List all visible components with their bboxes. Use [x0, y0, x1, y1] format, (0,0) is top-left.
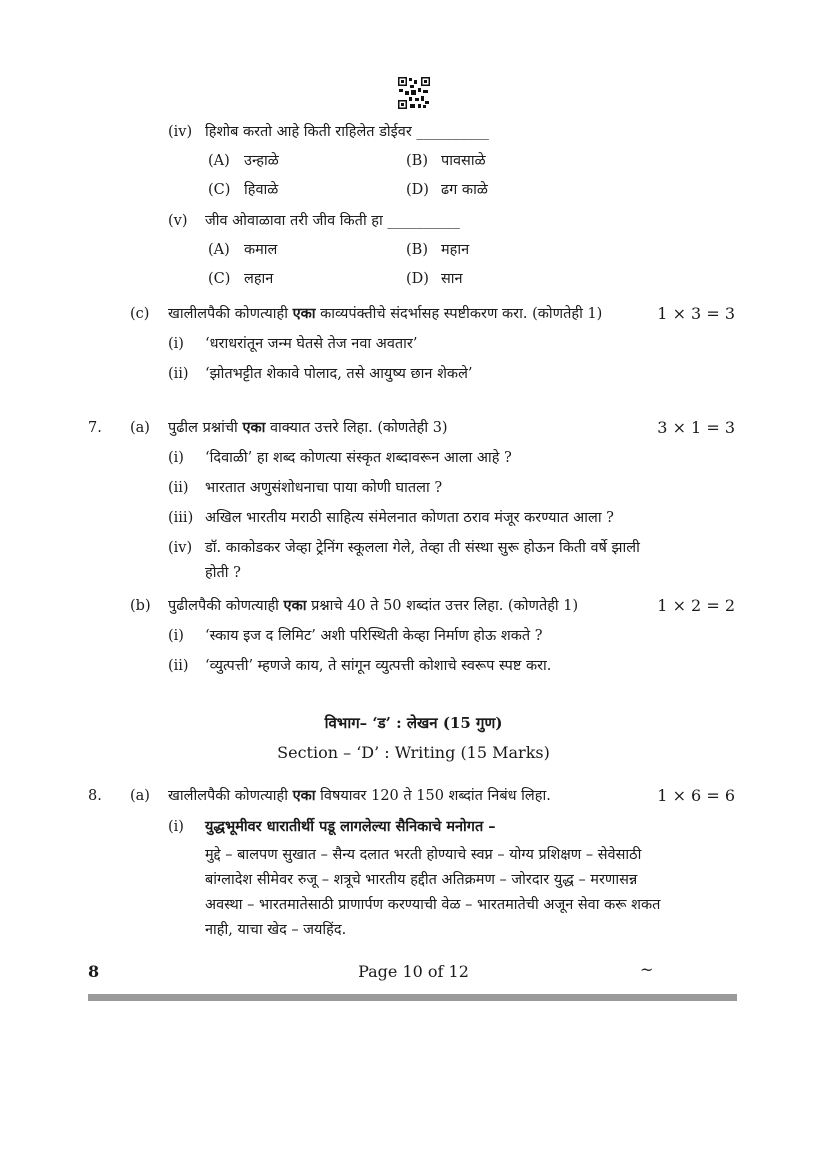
option-text: ढग काळे — [441, 182, 488, 198]
question-number: (ii) — [168, 480, 189, 496]
question-text: ‘दिवाळी’ हा शब्द कोणत्या संस्कृत शब्दावरून आला आहे ? — [205, 450, 512, 466]
option-label: (D) — [406, 271, 429, 287]
emphasis-text: एका — [292, 787, 316, 804]
question-text: ‘झोतभट्टीत शेकावे पोलाद, तसे आयुष्य छान शेकले’ — [205, 366, 473, 382]
instruction-text: प्रश्नाचे 40 ते 50 शब्दांत उत्तर लिहा. (कोणतेही 1) — [306, 598, 579, 614]
instruction-text: विषयावर 120 ते 150 शब्दांत निबंध लिहा. — [315, 788, 551, 804]
instruction-text: खालीलपैकी कोणत्याही — [168, 788, 293, 804]
footer-rule — [88, 994, 737, 1001]
marks: 1 × 6 = 6 — [657, 786, 735, 805]
subquestion-label: (a) — [130, 420, 150, 436]
essay-points-line: मुद्दे – बालपण सुखात – सैन्य दलात भरती होण्याचे स्वप्न – योग्य प्रशिक्षण – सेवेसाठी — [205, 847, 642, 863]
subquestion-label: (c) — [130, 306, 150, 322]
question-number: (i) — [168, 450, 184, 466]
instruction-text: काव्यपंक्तीचे संदर्भासह स्पष्टीकरण करा. (कोणतेही 1) — [315, 306, 603, 322]
option-text: पावसाळे — [441, 153, 486, 169]
emphasis-text: एका — [242, 419, 266, 436]
marks: 1 × 2 = 2 — [657, 596, 735, 615]
instruction-text: पुढील प्रश्नांची — [168, 420, 243, 436]
question-number: (ii) — [168, 658, 189, 674]
option-label: (A) — [208, 242, 230, 258]
marks: 1 × 3 = 3 — [657, 304, 735, 323]
question-number: (iv) — [168, 124, 193, 140]
option-label: (C) — [208, 271, 231, 287]
instruction-text: वाक्यात उत्तरे लिहा. (कोणतेही 3) — [265, 420, 448, 436]
option-label: (B) — [406, 153, 428, 169]
essay-points-line: नाही, याचा खेद – जयहिंद. — [205, 922, 347, 938]
question-instruction — [168, 786, 551, 806]
option-text: कमाल — [244, 242, 278, 258]
option-text: उन्हाळे — [244, 153, 279, 169]
subquestion-label: (b) — [130, 598, 151, 614]
section-heading-english: Section – ‘D’ : Writing (15 Marks) — [277, 743, 550, 762]
question-text: हिशोब करतो आहे किती राहिलेत डोईवर __________ — [205, 124, 489, 140]
option-label: (B) — [406, 242, 428, 258]
footer-code: 8 — [88, 962, 100, 981]
section-heading-marathi: विभाग– ‘ड’ : लेखन (15 गुण) — [324, 714, 503, 732]
question-main-number: 7. — [88, 420, 102, 436]
question-instruction — [168, 418, 448, 438]
question-text: भारतात अणुसंशोधनाचा पाया कोणी घातला ? — [205, 480, 443, 496]
instruction-text: पुढीलपैकी कोणत्याही — [168, 598, 284, 614]
option-label: (C) — [208, 182, 231, 198]
marks: 3 × 1 = 3 — [657, 418, 735, 437]
essay-points-line: अवस्था – भारतमातेसाठी प्राणार्पण करण्याची वेळ – भारतमातेची अजून सेवा करू शकत — [205, 897, 661, 913]
question-text: जीव ओवाळावा तरी जीव किती हा __________ — [205, 213, 460, 229]
question-number: (v) — [168, 213, 188, 229]
question-main-number: 8. — [88, 788, 102, 804]
page-number: Page 10 of 12 — [358, 962, 469, 981]
question-number: (i) — [168, 336, 184, 352]
option-label: (A) — [208, 153, 230, 169]
option-text: हिवाळे — [244, 182, 279, 198]
question-instruction — [168, 596, 578, 616]
question-text: ‘धराधरांतून जन्म घेतसे तेज नवा अवतार’ — [205, 336, 418, 352]
option-text: लहान — [244, 271, 274, 287]
footer-mark: ~ — [640, 960, 654, 979]
question-instruction — [168, 304, 602, 324]
question-text: ‘व्युत्पत्ती’ म्हणजे काय, ते सांगून व्युत्पत्ती कोशाचे स्वरूप स्पष्ट करा. — [205, 658, 552, 674]
essay-points-line: बांग्लादेश सीमेवर रुजू – शत्रूचे भारतीय हद्दीत अतिक्रमण – जोरदार युद्ध – मरणासन्न — [205, 872, 638, 888]
subquestion-label: (a) — [130, 788, 150, 804]
question-text: डॉ. काकोडकर जेव्हा ट्रेनिंग स्कूलला गेले, तेव्हा ती संस्था सुरू होऊन किती वर्षे झाली — [205, 540, 640, 556]
question-number: (iii) — [168, 510, 194, 526]
question-number: (ii) — [168, 366, 189, 382]
emphasis-text: एका — [283, 597, 307, 614]
question-text-continued: होती ? — [205, 565, 241, 581]
option-label: (D) — [406, 182, 429, 198]
question-text: अखिल भारतीय मराठी साहित्य संमेलनात कोणता ठराव मंजूर करण्यात आला ? — [205, 510, 614, 526]
emphasis-text: एका — [292, 305, 316, 322]
question-number: (i) — [168, 628, 184, 644]
option-text: महान — [441, 242, 470, 258]
option-text: सान — [441, 271, 463, 287]
instruction-text: खालीलपैकी कोणत्याही — [168, 306, 293, 322]
question-number: (iv) — [168, 540, 193, 556]
question-text: ‘स्काय इज द लिमिट’ अशी परिस्थिती केव्हा निर्माण होऊ शकते ? — [205, 628, 543, 644]
essay-title: युद्धभूमीवर धारातीर्थी पडू लागलेल्या सैनिकाचे मनोगत – — [205, 818, 496, 835]
qr-code-icon — [398, 77, 430, 109]
question-number: (i) — [168, 819, 184, 835]
